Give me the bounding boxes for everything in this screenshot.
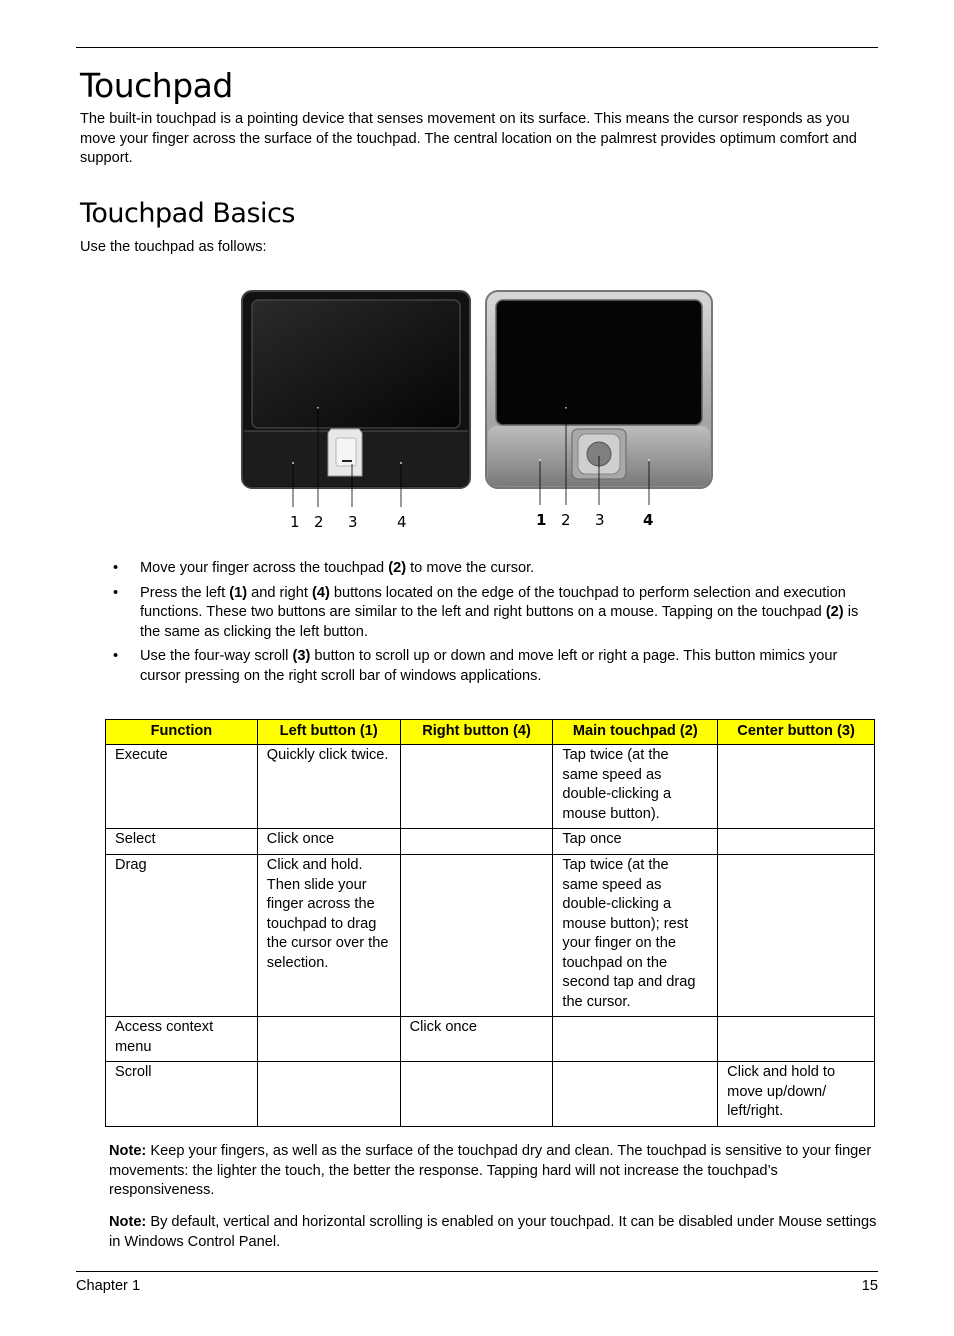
top-rule — [76, 47, 878, 48]
table-cell: Execute — [106, 745, 258, 829]
table-cell: Click once — [400, 1017, 553, 1062]
left-label-3: 3 — [348, 513, 358, 531]
table-row — [106, 1017, 875, 1062]
page-title: Touchpad — [80, 66, 233, 105]
table-cell — [400, 855, 553, 1017]
table-cell — [553, 1017, 718, 1062]
right-label-1: 1 — [536, 511, 547, 529]
header-right-button: Right button (4) — [400, 720, 553, 745]
table-cell: Click and hold to move up/down/ left/right. — [718, 1062, 875, 1127]
table-cell: Tap twice (at the same speed as double-clicking a mouse button). — [553, 745, 718, 829]
footer-rule — [76, 1271, 878, 1272]
table-cell — [718, 829, 875, 855]
left-label-2: 2 — [314, 513, 324, 531]
left-label-1: 1 — [290, 513, 300, 531]
list-item: • Use the four-way scroll (3) button to scroll up or down and move left or right a page. This button mimics your cursor pressing on the right scroll bar of windows applications. — [113, 648, 838, 684]
table-cell: Click and hold. Then slide your finger across the touchpad to drag the cursor over the selection. — [257, 855, 400, 1017]
bullet-glyph: • — [113, 648, 119, 664]
table-row — [106, 1062, 875, 1127]
table-header-row — [106, 720, 875, 745]
usage-list — [108, 559, 880, 691]
basics-intro: Use the touchpad as follows: — [80, 239, 267, 255]
table-cell — [400, 1062, 553, 1127]
table-cell: Scroll — [106, 1062, 258, 1127]
table-cell — [257, 1017, 400, 1062]
table-row — [106, 829, 875, 855]
left-label-4: 4 — [397, 513, 407, 531]
table-cell — [553, 1062, 718, 1127]
table-cell — [400, 829, 553, 855]
table-cell — [718, 1017, 875, 1062]
table-cell — [718, 745, 875, 829]
table-cell: Select — [106, 829, 258, 855]
table-cell — [257, 1062, 400, 1127]
table-cell — [400, 745, 553, 829]
intro-paragraph: The built-in touchpad is a pointing device that senses movement on its surface. This means the cursor responds as you move your finger across the surface of the touchpad. The central location on the palmrest provides optimum comfort and support. — [80, 111, 857, 166]
table-cell: Tap once — [553, 829, 718, 855]
header-left-button: Left button (1) — [257, 720, 400, 745]
note-2: Note: By default, vertical and horizontal scrolling is enabled on your touchpad. It can be disabled under Mouse settings in Windows Control Panel. — [109, 1214, 877, 1250]
right-label-2: 2 — [561, 511, 571, 529]
table-cell: Access context menu — [106, 1017, 258, 1062]
bullet-glyph: • — [113, 560, 119, 576]
right-label-3: 3 — [595, 511, 605, 529]
table-cell: Tap twice (at the same speed as double-clicking a mouse button); rest your finger on the touchpad on the second tap and drag the cursor. — [553, 855, 718, 1017]
table-cell — [718, 855, 875, 1017]
footer-page-number: 15 — [861, 1278, 878, 1294]
bullet-glyph: • — [113, 584, 119, 601]
right-label-4: 4 — [643, 511, 654, 529]
table-cell: Click once — [257, 829, 400, 855]
black-touchpad — [242, 291, 470, 488]
section-title: Touchpad Basics — [80, 198, 295, 229]
note-1: Note: Keep your fingers, as well as the surface of the touchpad dry and clean. The touchpad is sensitive to your finger movements: the lighter the touch, the better the response. Tapping hard will not increase the touchpad’s responsiveness. — [109, 1143, 872, 1198]
table-cell: Drag — [106, 855, 258, 1017]
header-function: Function — [106, 720, 258, 745]
list-item: • Press the left (1) and right (4) buttons located on the edge of the touchpad to perform selection and execution functions. These two buttons are similar to the left and right buttons on a mouse. Tapping on the touchpad (2) is the same as clicking the left button. — [113, 584, 859, 640]
footer-chapter: Chapter 1 — [76, 1278, 141, 1294]
header-main-touchpad: Main touchpad (2) — [553, 720, 718, 745]
touchpad-figure — [238, 286, 718, 536]
table-row — [106, 745, 875, 829]
table-row — [106, 855, 875, 1017]
header-center-button: Center button (3) — [718, 720, 875, 745]
list-item: • Move your finger across the touchpad (2) to move the cursor. — [108, 559, 880, 579]
function-table — [105, 719, 875, 1127]
table-cell: Quickly click twice. — [257, 745, 400, 829]
